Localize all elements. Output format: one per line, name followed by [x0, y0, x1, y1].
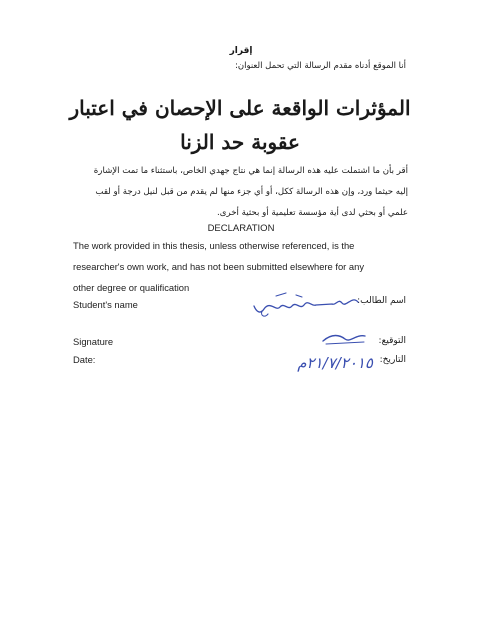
- arabic-date-label: التاريخ:: [379, 355, 406, 365]
- english-declaration-line-3: other degree or qualification: [73, 282, 190, 293]
- declaration-heading: DECLARATION: [207, 223, 275, 234]
- thesis-title-line-1: المؤثرات الواقعة على الإحصان في اعتبار: [69, 96, 411, 120]
- arabic-declaration-line-1: أقر بأن ما اشتملت عليه هذه الرسالة إنما هي نتاج جهدي الخاص، باستثناء ما تمت الإشارة: [93, 166, 408, 176]
- thesis-title-line-2: عقوبة حد الزنا: [180, 130, 300, 154]
- svg-text:٢١/٧/٢٠١٥م: ٢١/٧/٢٠١٥م: [297, 354, 373, 372]
- undersigned-line: أنا الموقع أدناه مقدم الرسالة التي تحمل العنوان:: [235, 61, 406, 71]
- signature-label: Signature: [73, 336, 114, 347]
- arabic-declaration-line-2: إليه حيثما ورد، وإن هذه الرسالة ككل، أو أي جزء منها لم يقدم من قبل لنيل درجة أو لقب: [95, 187, 408, 197]
- arabic-student-name-label: اسم الطالب:: [357, 296, 406, 306]
- handwritten-date: [265, 344, 375, 376]
- arabic-declaration-line-3: علمي أو بحثي لدى أية مؤسسة تعليمية أو بحثية أخرى.: [217, 208, 408, 218]
- arabic-signature-label: التوقيع:: [378, 336, 406, 346]
- date-label: Date:: [73, 354, 96, 365]
- student-name-label: Student's name: [73, 299, 138, 310]
- english-declaration-line-1: The work provided in this thesis, unless otherwise referenced, is the: [73, 240, 355, 251]
- english-declaration-line-2: researcher's own work, and has not been submitted elsewhere for any: [73, 261, 365, 272]
- iqrar-heading: إقرار: [229, 46, 253, 56]
- handwritten-name-signature: [250, 290, 362, 318]
